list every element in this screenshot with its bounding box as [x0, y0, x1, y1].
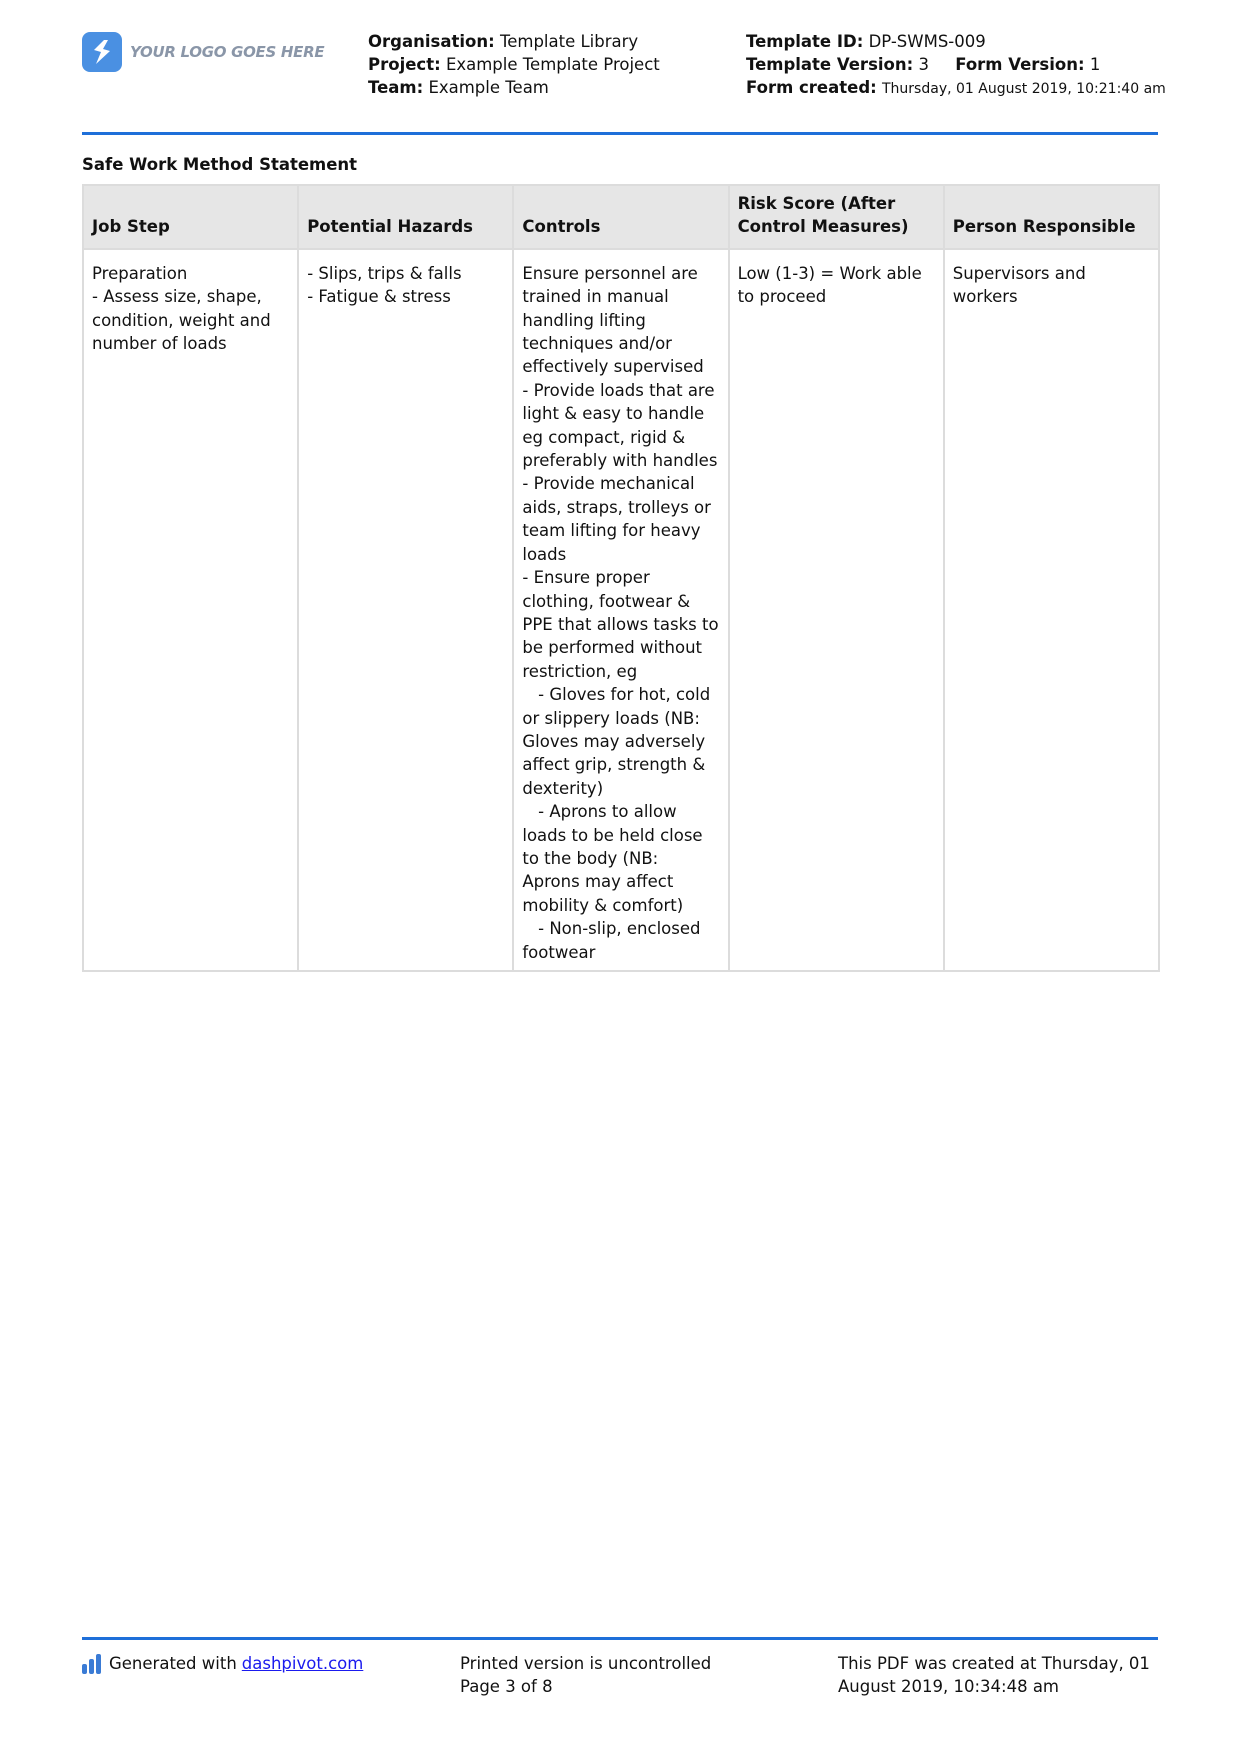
uncontrolled-note: Printed version is uncontrolled: [460, 1654, 712, 1673]
team-value: Example Team: [428, 78, 549, 97]
template-version-value: 3: [918, 55, 929, 74]
table-row: [83, 249, 1159, 971]
template-id-value: DP-SWMS-009: [868, 32, 986, 51]
team-label: Team:: [368, 78, 424, 97]
template-id-label: Template ID:: [746, 32, 864, 51]
dashpivot-link[interactable]: dashpivot.com: [241, 1654, 364, 1673]
header-meta-right: [746, 30, 1166, 101]
project-value: Example Template Project: [445, 55, 660, 74]
pdf-created-note: This PDF was created at Thursday, 01 August 2019, 10:34:48 am: [838, 1654, 1150, 1696]
column-header-person-responsible: Person Responsible: [944, 185, 1159, 249]
organisation-value: Template Library: [499, 32, 639, 51]
logo-icon: [82, 32, 122, 72]
cell-potential-hazards: - Slips, trips & falls - Fatigue & stress: [298, 249, 513, 971]
form-version-value: 1: [1089, 55, 1101, 74]
section-title: Safe Work Method Statement: [82, 155, 358, 174]
column-header-risk-score: Risk Score (After Control Measures): [729, 185, 944, 249]
header-meta-left: [368, 30, 660, 99]
cell-job-step: Preparation - Assess size, shape, condition, weight and number of loads: [83, 249, 298, 971]
generated-with: [82, 1652, 363, 1675]
template-version-label: Template Version:: [746, 55, 914, 74]
footer-middle: [460, 1652, 711, 1698]
form-version-label: Form Version:: [955, 55, 1085, 74]
logo-text: YOUR LOGO GOES HERE: [130, 43, 325, 61]
project-label: Project:: [368, 55, 441, 74]
generated-prefix: Generated with: [109, 1654, 237, 1673]
footer-divider: [82, 1637, 1158, 1640]
page-header: [82, 30, 1166, 130]
column-header-controls: Controls: [513, 185, 728, 249]
form-created-value: Thursday, 01 August 2019, 10:21:40 am: [882, 81, 1166, 97]
cell-controls: Ensure personnel are trained in manual handling lifting techniques and/or effectively supervised - Provide loads that are light & easy to handle eg compact, rigid & preferably with handles - Provide mechanical aids, straps, trolleys or team lifting for heavy loads - Ensure proper clothing, footwear & PPE that allows tasks to be performed without restriction, eg - Gloves for hot, cold or slippery loads (NB: Gloves may adversely affect grip, strength & dexterity) - Aprons to allow loads to be held close to the body (NB: Aprons may affect mobility & comfort) - Non-slip, enclosed footwear: [513, 249, 728, 971]
logo: [82, 32, 324, 72]
form-created-label: Form created:: [746, 78, 877, 97]
column-header-job-step: Job Step: [83, 185, 298, 249]
page-number: Page 3 of 8: [460, 1677, 553, 1696]
cell-person-responsible: Supervisors and workers: [944, 249, 1159, 971]
cell-risk-score: Low (1-3) = Work able to proceed: [729, 249, 944, 971]
column-header-potential-hazards: Potential Hazards: [298, 185, 513, 249]
organisation-label: Organisation:: [368, 32, 495, 51]
dashpivot-icon: [82, 1654, 101, 1674]
header-divider: [82, 132, 1158, 135]
swms-table: [82, 184, 1160, 972]
table-header-row: [83, 185, 1159, 249]
